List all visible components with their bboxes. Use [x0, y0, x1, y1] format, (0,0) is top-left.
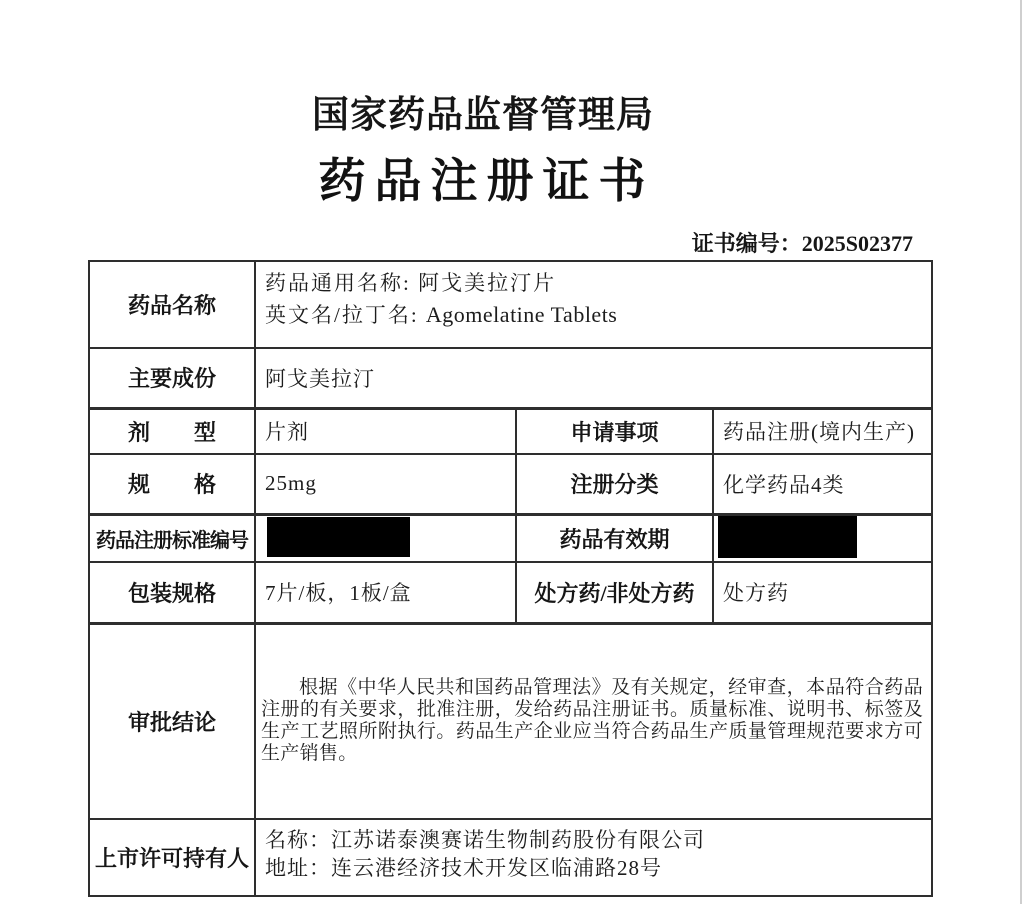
issuing-authority-title: 国家药品监督管理局	[312, 94, 654, 135]
english-name-label: 英文名/拉丁名:	[265, 303, 426, 327]
holder-name-value: 江苏诺泰澳赛诺生物制药股份有限公司	[331, 828, 705, 852]
conclusion-text-cell	[255, 623, 932, 819]
packaging-value: 7片/板，1板/盒	[255, 562, 516, 623]
row-spec	[89, 454, 932, 514]
row-packaging	[89, 562, 932, 623]
rx-type-label: 处方药/非处方药	[516, 562, 713, 623]
application-value: 药品注册(境内生产)	[713, 408, 932, 454]
row-drug-name	[89, 261, 932, 348]
rx-type-value: 处方药	[713, 562, 932, 623]
holder-value-cell	[255, 819, 932, 896]
reg-class-value: 化学药品4类	[713, 454, 932, 514]
spec-value: 25mg	[255, 454, 516, 514]
dosage-form-label: 剂 型	[89, 408, 255, 454]
application-label: 申请事项	[516, 408, 713, 454]
english-name-line	[265, 299, 923, 331]
validity-label: 药品有效期	[516, 514, 713, 562]
certificate-table	[88, 260, 933, 897]
english-name-value: Agomelatine Tablets	[425, 302, 618, 327]
scan-edge-artifact	[1020, 0, 1022, 904]
holder-label: 上市许可持有人	[89, 819, 255, 896]
std-no-value-cell	[255, 514, 516, 562]
row-holder	[89, 819, 932, 896]
holder-name-line	[265, 826, 923, 854]
redaction-box-validity	[718, 516, 857, 558]
validity-value-cell	[713, 514, 932, 562]
holder-addr-line	[265, 854, 923, 882]
conclusion-label: 审批结论	[89, 623, 255, 819]
document-title: 药品注册证书	[318, 156, 655, 208]
dosage-form-value: 片剂	[255, 408, 516, 454]
conclusion-text: 根据《中华人民共和国药品管理法》及有关规定，经审查，本品符合药品注册的有关要求，批准注册，发给药品注册证书。质量标准、说明书、标签及生产工艺照所附执行。药品生产企业应当符合药品生产质量管理规范要求方可生产销售。	[261, 677, 924, 765]
row-ingredients	[89, 348, 932, 408]
holder-addr-label: 地址：	[265, 856, 331, 880]
ingredients-value: 阿戈美拉汀	[255, 348, 932, 408]
certificate-number: 证书编号：2025S02377	[691, 231, 913, 256]
redaction-box-standard-number	[267, 517, 410, 557]
generic-name-value: 阿戈美拉汀片	[418, 271, 557, 295]
reg-class-label: 注册分类	[516, 454, 713, 514]
packaging-label: 包装规格	[89, 562, 255, 623]
ingredients-label: 主要成份	[89, 348, 255, 408]
spec-label: 规 格	[89, 454, 255, 514]
drug-name-value-cell	[255, 261, 932, 348]
generic-name-label: 药品通用名称:	[265, 271, 419, 295]
generic-name-line	[265, 267, 923, 299]
row-dosage-form	[89, 408, 932, 454]
holder-addr-value: 连云港经济技术开发区临浦路28号	[331, 856, 662, 880]
std-no-label: 药品注册标准编号	[89, 514, 255, 562]
row-standard-number	[89, 514, 932, 562]
drug-name-label: 药品名称	[89, 261, 255, 348]
row-conclusion	[89, 623, 932, 819]
holder-name-label: 名称：	[265, 828, 331, 852]
